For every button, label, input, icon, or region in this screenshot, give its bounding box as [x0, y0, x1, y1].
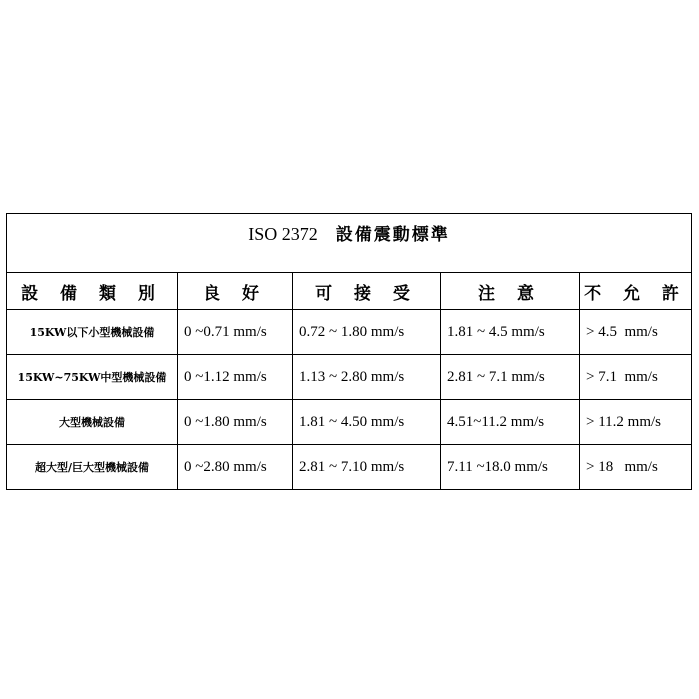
- table-row: [7, 310, 692, 355]
- vibration-standard-table: [6, 213, 692, 490]
- category-cell: 大型機械設備: [7, 400, 178, 445]
- good-cell: 0 ~2.80 mm/s: [178, 445, 293, 490]
- category-cell: 超大型/巨大型機械設備: [7, 445, 178, 490]
- acceptable-cell: 1.81 ~ 4.50 mm/s: [293, 400, 441, 445]
- acceptable-cell: 2.81 ~ 7.10 mm/s: [293, 445, 441, 490]
- category-cell: 15KW以下小型機械設備: [7, 310, 178, 355]
- title-text: 設備震動標準: [335, 225, 450, 245]
- attention-cell: 7.11 ~18.0 mm/s: [441, 445, 580, 490]
- table-header-row: [7, 273, 692, 310]
- header-not-allowed: 不 允 許: [580, 273, 692, 310]
- table-row: [7, 400, 692, 445]
- not-allowed-cell: > 7.1 mm/s: [580, 355, 692, 400]
- header-attention: 注 意: [441, 273, 580, 310]
- header-acceptable: 可 接 受: [293, 273, 441, 310]
- not-allowed-cell: > 4.5 mm/s: [580, 310, 692, 355]
- table-title: [7, 214, 692, 273]
- table-row: [7, 355, 692, 400]
- good-cell: 0 ~1.12 mm/s: [178, 355, 293, 400]
- title-standard: ISO 2372: [248, 224, 318, 244]
- header-good: 良 好: [178, 273, 293, 310]
- table-row: [7, 445, 692, 490]
- not-allowed-cell: > 11.2 mm/s: [580, 400, 692, 445]
- attention-cell: 1.81 ~ 4.5 mm/s: [441, 310, 580, 355]
- attention-cell: 2.81 ~ 7.1 mm/s: [441, 355, 580, 400]
- acceptable-cell: 1.13 ~ 2.80 mm/s: [293, 355, 441, 400]
- not-allowed-cell: > 18 mm/s: [580, 445, 692, 490]
- table-title-row: [7, 214, 692, 273]
- acceptable-cell: 0.72 ~ 1.80 mm/s: [293, 310, 441, 355]
- good-cell: 0 ~1.80 mm/s: [178, 400, 293, 445]
- header-category: 設 備 類 別: [7, 273, 178, 310]
- good-cell: 0 ~0.71 mm/s: [178, 310, 293, 355]
- category-cell: 15KW~75KW中型機械設備: [7, 355, 178, 400]
- attention-cell: 4.51~11.2 mm/s: [441, 400, 580, 445]
